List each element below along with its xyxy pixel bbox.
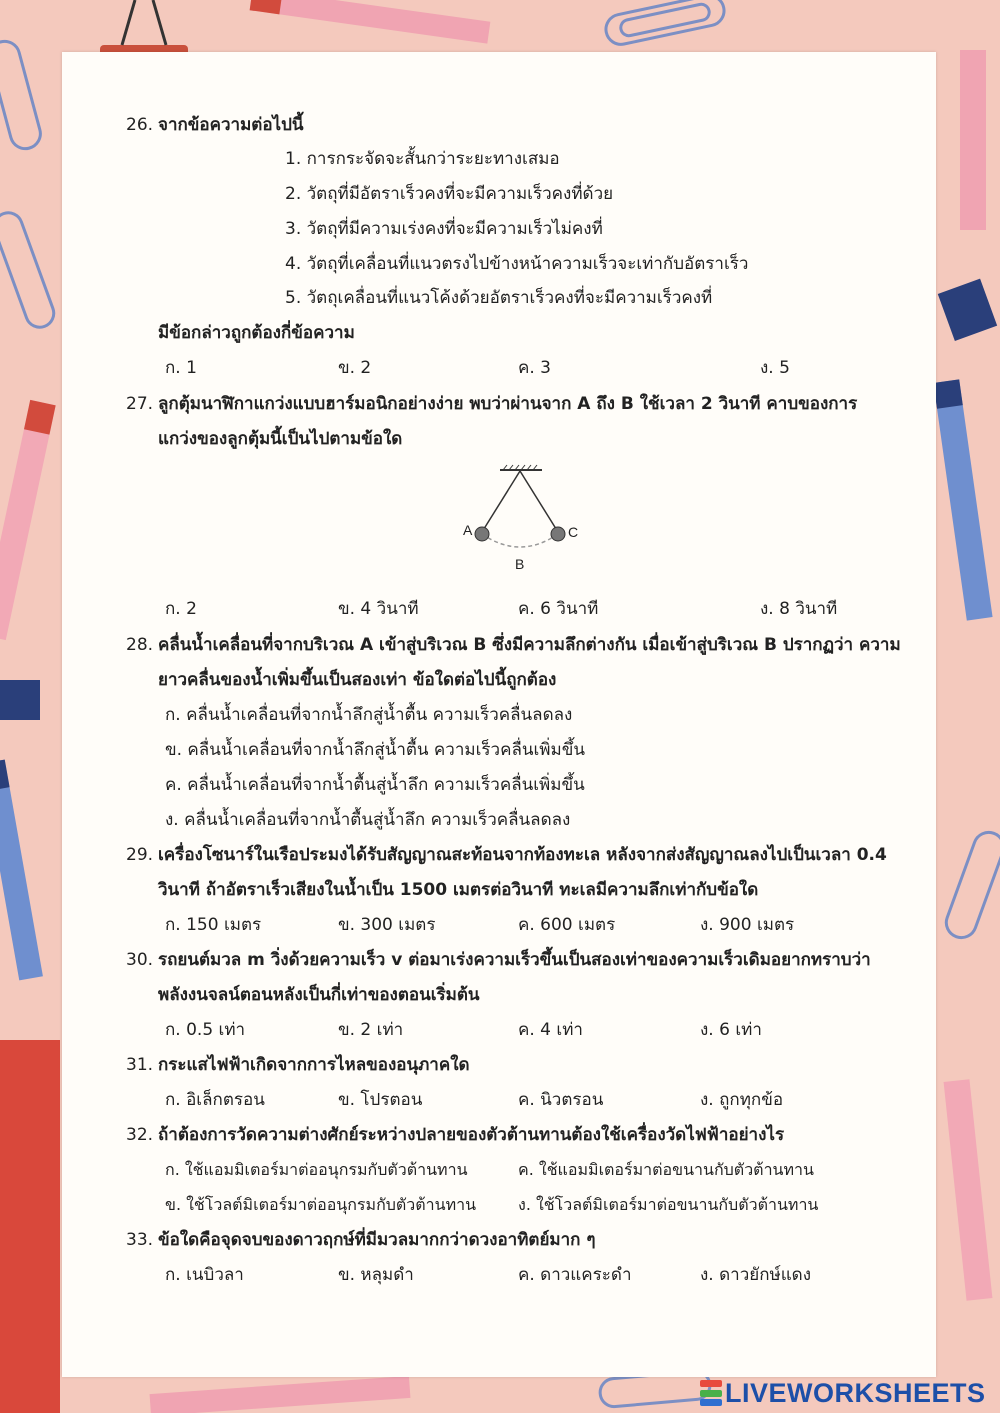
answer-option[interactable]: ข. คลื่นน้ำเคลื่อนที่จากน้ำลึกสู่น้ำตื้น ความเร็วคลื่นเพิ่มขึ้น (165, 740, 585, 760)
question-number: 29. (126, 845, 154, 865)
paperclip-icon (603, 0, 727, 47)
statement-item: 2. วัตถุที่มีอัตราเร็วคงที่จะมีความเร็วคงที่ด้วย (285, 184, 614, 204)
question-stem: วินาที ถ้าอัตราเร็วเสียงในน้ำเป็น 1500 เมตรต่อวินาที ทะเลมีความลึกเท่ากับข้อใด (158, 880, 759, 900)
question-number: 33. (126, 1230, 154, 1250)
ruler-icon (0, 1040, 60, 1413)
answer-option[interactable]: ง. ใช้โวลต์มิเตอร์มาต่อขนานกับตัวต้านทาน (518, 1195, 819, 1214)
answer-option[interactable]: ค. ใช้แอมมิเตอร์มาต่อขนานกับตัวต้านทาน (518, 1160, 814, 1179)
answer-option[interactable]: ข. 4 วินาที (338, 599, 419, 619)
pendulum-bob-c (551, 527, 565, 541)
answer-option[interactable]: ก. 2 (165, 599, 197, 619)
answer-option[interactable]: ข. ใช้โวลต์มิเตอร์มาต่ออนุกรมกับตัวต้านทาน (165, 1195, 477, 1214)
answer-option[interactable]: ง. 8 วินาที (760, 599, 838, 619)
question-stem: ยาวคลื่นของน้ำเพิ่มขึ้นเป็นสองเท่า ข้อใดต่อไปนี้ถูกต้อง (158, 670, 557, 690)
question-stem: พลังงนจลน์ตอนหลังเป็นกี่เท่าของตอนเริ่มต้น (158, 985, 480, 1005)
label-b: B (515, 556, 525, 572)
paperclip-icon (0, 38, 58, 331)
question-stem: กระแสไฟฟ้าเกิดจากการไหลของอนุภาคใด (158, 1055, 470, 1075)
answer-option[interactable]: ก. 150 เมตร (165, 915, 262, 935)
statement-item: 4. วัตถุที่เคลื่อนที่แนวตรงไปข้างหน้าความเร็วจะเท่ากับอัตราเร็ว (285, 254, 749, 274)
answer-option[interactable]: ข. 2 (338, 358, 372, 378)
answer-option[interactable]: ค. คลื่นน้ำเคลื่อนที่จากน้ำตื้นสู่น้ำลึก ความเร็วคลื่นเพิ่มขึ้น (165, 775, 585, 795)
answer-option[interactable]: ค. นิวตรอน (518, 1090, 604, 1110)
statement-item: 5. วัตถุเคลื่อนที่แนวโค้งด้วยอัตราเร็วคงที่จะมีความเร็วคงที่ (285, 288, 713, 308)
question-prompt: มีข้อกล่าวถูกต้องกี่ข้อความ (158, 323, 355, 343)
answer-option[interactable]: ก. อิเล็กตรอน (165, 1090, 265, 1110)
answer-option[interactable]: ง. ถูกทุกข้อ (700, 1090, 784, 1110)
answer-option[interactable]: ง. คลื่นน้ำเคลื่อนที่จากน้ำตื้นสู่น้ำลึก ความเร็วคลื่นลดลง (165, 810, 571, 830)
answer-option[interactable]: ก. ใช้แอมมิเตอร์มาต่ออนุกรมกับตัวต้านทาน (165, 1160, 468, 1179)
statement-item: 3. วัตถุที่มีความเร่งคงที่จะมีความเร็วไม่คงที่ (285, 219, 603, 239)
pencil-icon (933, 50, 992, 1301)
question-stem: คลื่นน้ำเคลื่อนที่จากบริเวณ A เข้าสู่บริเวณ B ซึ่งมีความลึกต่างกัน เมื่อเข้าสู่บริเวณ B ปรากฏว่า ความ (158, 635, 901, 655)
answer-option[interactable]: ง. ดาวยักษ์แดง (700, 1265, 811, 1285)
answer-option[interactable]: ค. 3 (518, 358, 551, 378)
pendulum-bob-a (475, 527, 489, 541)
answer-option[interactable]: ข. 2 เท่า (338, 1020, 404, 1040)
label-a: A (463, 522, 473, 538)
question-number: 27. (126, 394, 154, 414)
statement-item: 1. การกระจัดจะสั้นกว่าระยะทางเสมอ (285, 149, 560, 169)
question-stem: เครื่องโซนาร์ในเรือประมงได้รับสัญญาณสะท้อนจากท้องทะเล หลังจากส่งสัญญาณลงไปเป็นเวลา 0.4 (158, 845, 887, 865)
answer-option[interactable]: ง. 900 เมตร (700, 915, 795, 935)
answer-option[interactable]: ข. หลุมดำ (338, 1265, 414, 1285)
label-c: C (568, 524, 579, 540)
question-stem: ข้อใดคือจุดจบของดาวฤกษ์ที่มีมวลมากกว่าดวงอาทิตย์มาก ๆ (158, 1230, 596, 1250)
question-stem: แกว่งของลูกตุ้มนี้เป็นไปตามข้อใด (158, 429, 403, 449)
answer-option[interactable]: ง. 6 เท่า (700, 1020, 762, 1040)
answer-option[interactable]: ค. ดาวแคระดำ (518, 1265, 632, 1285)
question-number: 32. (126, 1125, 154, 1145)
question-stem: จากข้อความต่อไปนี้ (158, 115, 304, 135)
liveworksheets-logo[interactable] (700, 1378, 986, 1408)
binder-clip-icon (0, 680, 40, 720)
pencil-icon (250, 0, 491, 44)
question-number: 31. (126, 1055, 154, 1075)
answer-option[interactable]: ค. 600 เมตร (518, 915, 616, 935)
question-number: 28. (126, 635, 154, 655)
answer-option[interactable]: ข. โปรตอน (338, 1090, 423, 1110)
logo-text: LIVEWORKSHEETS (725, 1377, 986, 1408)
logo-mark-icon (700, 1380, 722, 1406)
pencil-icon (150, 1376, 411, 1413)
answer-option[interactable]: ก. 1 (165, 358, 197, 378)
answer-option[interactable]: ก. คลื่นน้ำเคลื่อนที่จากน้ำลึกสู่น้ำตื้น ความเร็วคลื่นลดลง (165, 705, 573, 725)
question-number: 30. (126, 950, 154, 970)
answer-option[interactable]: ค. 6 วินาที (518, 599, 599, 619)
question-number: 26. (126, 115, 154, 135)
answer-option[interactable]: ง. 5 (760, 358, 790, 378)
answer-option[interactable]: ก. 0.5 เท่า (165, 1020, 246, 1040)
answer-option[interactable]: ก. เนบิวลา (165, 1265, 244, 1285)
question-stem: รถยนต์มวล m วิ่งด้วยความเร็ว v ต่อมาเร่งความเร็วขึ้นเป็นสองเท่าของความเร็วเดิมอยากทราบว่า (158, 950, 871, 970)
answer-option[interactable]: ค. 4 เท่า (518, 1020, 583, 1040)
pendulum-diagram (455, 462, 595, 574)
question-stem: ถ้าต้องการวัดความต่างศักย์ระหว่างปลายของตัวต้านทานต้องใช้เครื่องวัดไฟฟ้าอย่างไร (158, 1125, 785, 1145)
answer-option[interactable]: ข. 300 เมตร (338, 915, 436, 935)
binder-clip-icon (938, 279, 997, 341)
question-stem: ลูกตุ้มนาฬิกาแกว่งแบบฮาร์มอนิกอย่างง่าย พบว่าผ่านจาก A ถึง B ใช้เวลา 2 วินาที คาบของการ (158, 394, 858, 414)
